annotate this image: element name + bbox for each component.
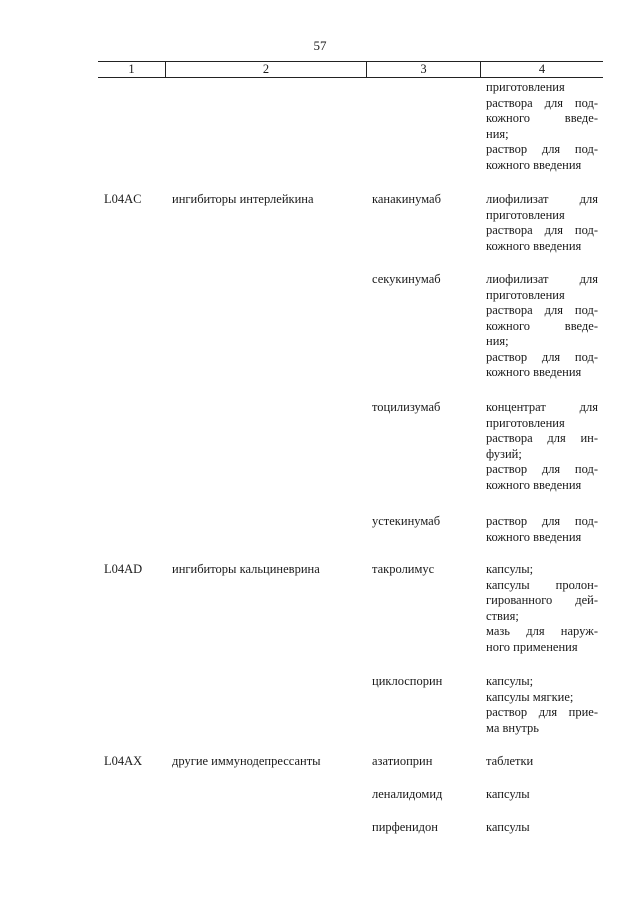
dosage-form-line: капсулы; <box>486 562 534 576</box>
dosage-form-line: раствора для ин- <box>486 431 598 445</box>
dosage-form-line: приготовления <box>486 80 565 94</box>
atc-group-name: другие иммунодепрессанты <box>172 754 321 768</box>
dosage-form-line: ния; <box>486 334 509 348</box>
atc-code: L04AD <box>104 562 143 576</box>
dosage-form-line: раствор для прие- <box>486 705 598 719</box>
drug-name: азатиоприн <box>372 754 433 768</box>
dosage-form-line: кожного введения <box>486 477 582 492</box>
table-header <box>98 61 603 78</box>
drug-name: секукинумаб <box>372 272 441 286</box>
drug-name: пирфенидон <box>372 820 438 834</box>
dosage-form-line: ного применения <box>486 639 578 654</box>
dosage-form-line: раствор для под- <box>486 462 598 476</box>
dosage-form-line: капсулы; <box>486 674 534 688</box>
atc-code: L04AC <box>104 192 142 206</box>
atc-group-name: ингибиторы интерлейкина <box>172 192 314 206</box>
drug-name: такролимус <box>372 562 435 576</box>
atc-group-name: ингибиторы кальциневрина <box>172 562 320 576</box>
dosage-form-line: кожного введения <box>486 238 582 253</box>
dosage-form-line: кожного введе- <box>486 318 598 333</box>
dosage-form-line: кожного введения <box>486 529 582 544</box>
dosage-form-line: капсулы <box>486 787 530 801</box>
atc-code: L04AX <box>104 754 143 768</box>
page-number: 57 <box>313 38 327 53</box>
column-header: 4 <box>538 62 546 76</box>
dosage-form-line: раствор для под- <box>486 349 598 364</box>
dosage-form-line: фузий; <box>486 446 522 461</box>
dosage-form-line: лиофилизат для <box>486 192 598 206</box>
dosage-form-line: капсулы <box>486 820 530 834</box>
continued-dosage-forms <box>486 80 598 173</box>
column-header: 1 <box>128 62 135 76</box>
dosage-form-line: капсулы мягкие; <box>486 689 574 704</box>
dosage-forms <box>486 192 598 254</box>
dosage-forms <box>486 562 598 655</box>
dosage-form-line: приготовления <box>486 207 565 222</box>
dosage-forms <box>486 674 598 736</box>
dosage-form-line: концентрат для <box>486 400 598 414</box>
dosage-form-line: таблетки <box>486 754 534 768</box>
dosage-forms <box>486 514 598 545</box>
dosage-forms <box>486 400 598 493</box>
dosage-form-line: мазь для наруж- <box>486 624 598 638</box>
column-header: 2 <box>262 62 270 76</box>
dosage-form-line: раствора для под- <box>486 303 598 317</box>
column-header: 3 <box>420 62 427 76</box>
dosage-form-line: кожного введения <box>486 365 582 379</box>
drug-name: канакинумаб <box>372 192 441 206</box>
dosage-form-line: приготовления <box>486 287 565 302</box>
dosage-forms <box>486 272 598 381</box>
dosage-form-line: лиофилизат для <box>486 272 598 286</box>
dosage-form-line: ма внутрь <box>486 720 539 735</box>
drug-name: тоцилизумаб <box>372 400 441 414</box>
dosage-form-line: раствор для под- <box>486 142 598 156</box>
dosage-form-line: капсулы пролон- <box>486 577 598 592</box>
dosage-form-line: кожного введе- <box>486 111 598 125</box>
dosage-form-line: кожного введения <box>486 157 582 172</box>
dosage-form-line: ствия; <box>486 608 519 623</box>
dosage-form-line: раствора для под- <box>486 95 598 110</box>
dosage-form-line: раствор для под- <box>486 514 598 528</box>
drug-name: леналидомид <box>372 787 443 801</box>
dosage-form-line: ния; <box>486 126 509 141</box>
drug-name: устекинумаб <box>372 514 441 528</box>
dosage-form-line: приготовления <box>486 415 565 430</box>
drug-name: циклоспорин <box>372 674 443 688</box>
dosage-form-line: гированного дей- <box>486 593 598 607</box>
dosage-form-line: раствора для под- <box>486 223 598 237</box>
